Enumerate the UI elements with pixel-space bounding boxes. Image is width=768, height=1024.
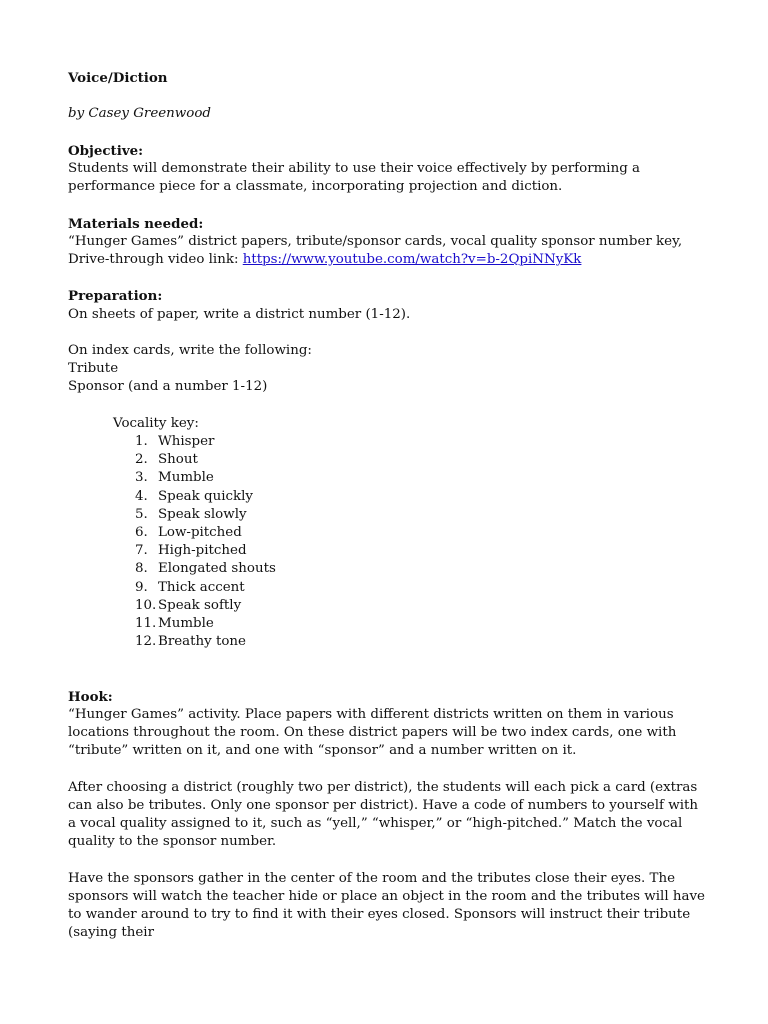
hook-paragraph-3: Have the sponsors gather in the center of the room and the tributes close their eyes. The sponsors will watch the teacher hide or place an object in the room and the tributes will have to wander around to try to find it with their eyes closed. Sponsors will instruct their tribute (saying their [68,870,705,941]
objective-text: Students will demonstrate their ability to use their voice effectively by performing a performance piece for a classmate, incorporating projection and diction. [68,160,641,195]
list-item: 1. Whisper [135,433,215,449]
list-item: 9. Thick accent [135,579,245,595]
preparation-section [68,287,708,651]
hook-section [68,688,708,943]
list-item: 4. Speak quickly [135,488,253,504]
list-item: 7. High-pitched [135,543,247,559]
document-title: Voice/Diction [68,70,168,86]
list-item: 5. Speak slowly [135,506,247,522]
list-item: 12. Breathy tone [135,634,246,650]
objective-section [68,142,708,197]
materials-section [68,215,708,270]
preparation-line-index-cards: On index cards, write the following: [68,342,312,358]
materials-heading: Materials needed: [68,215,204,232]
list-item: 3. Mumble [135,470,214,486]
list-item: 6. Low-pitched [135,524,242,540]
author-byline: by Casey Greenwood [68,106,211,122]
hook-paragraph-2: After choosing a district (roughly two per district), the students will each pick a card (extras can also be tributes. Only one sponsor per district). Have a code of numbers to yourself with a vocal quality assigned to it, such as “yell,” “whisper,” or “high-pitched.” Match the vocal quality to the sponsor number. [68,779,698,850]
hook-heading: Hook: [68,688,113,705]
vocality-key-title: Vocality key: [113,415,199,431]
materials-text [68,233,708,269]
materials-description: “Hunger Games” district papers, tribute/sponsor cards, vocal quality sponsor number key, Drive-through video link: [68,233,683,267]
list-item: 2. Shout [135,452,198,468]
video-link[interactable]: https://www.youtube.com/watch?v=b-2QpiNNyKk [242,251,582,267]
preparation-line-sponsor: Sponsor (and a number 1-12) [68,379,268,395]
preparation-line-district: On sheets of paper, write a district number (1-12). [68,306,411,322]
preparation-line-tribute: Tribute [68,361,119,377]
document-page [68,69,708,943]
objective-heading: Objective: [68,142,144,159]
list-item: 10. Speak softly [135,597,242,613]
vocality-key-list [68,433,708,651]
preparation-heading: Preparation: [68,288,163,305]
list-item: 8. Elongated shouts [135,561,276,577]
list-item: 11. Mumble [135,616,214,631]
hook-paragraph-1: “Hunger Games” activity. Place papers with different districts written on them in various locations throughout the room. On these district papers will be two index cards, one with “tribute” written on it, and one with “sponsor” and a number written on it. [68,707,677,759]
